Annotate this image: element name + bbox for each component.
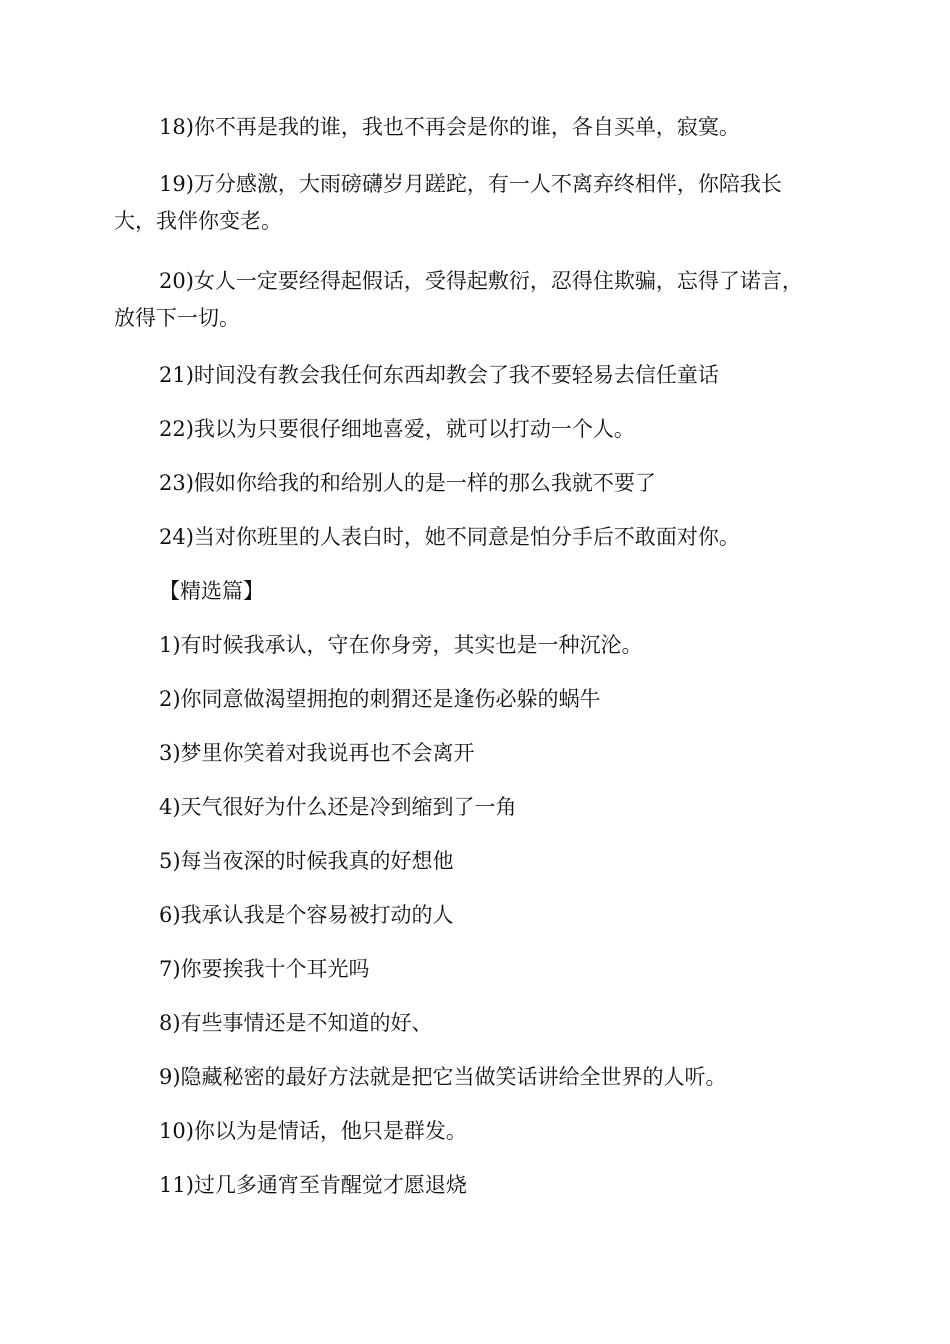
paragraph-18: 18)你不再是我的谁，我也不再会是你的谁，各自买单，寂寞。 <box>159 115 740 139</box>
paragraph-11: 11)过几多通宵至肯醒觉才愿退烧 <box>159 1173 467 1197</box>
paragraph-20: 20)女人一定要经得起假话，受得起敷衍，忍得住欺骗，忘得了诺言，放得下一切。 <box>114 269 803 330</box>
paragraph-3: 3)梦里你笑着对我说再也不会离开 <box>159 741 475 765</box>
paragraph-10: 10)你以为是情话，他只是群发。 <box>159 1119 467 1143</box>
paragraph-19: 19)万分感激，大雨磅礴岁月蹉跎，有一人不离弃终相伴，你陪我长大，我伴你变老。 <box>114 172 782 233</box>
paragraph-23: 23)假如你给我的和给别人的是一样的那么我就不要了 <box>159 471 656 495</box>
paragraph-4: 4)天气很好为什么还是冷到缩到了一角 <box>159 795 517 819</box>
document-body <box>114 112 814 1224</box>
paragraph-1: 1)有时候我承认，守在你身旁，其实也是一种沉沦。 <box>159 633 643 657</box>
paragraph-24: 24)当对你班里的人表白时，她不同意是怕分手后不敢面对你。 <box>159 525 740 549</box>
section-heading: 【精选篇】 <box>159 579 264 603</box>
paragraph-8: 8)有些事情还是不知道的好、 <box>159 1011 433 1035</box>
paragraph-5: 5)每当夜深的时候我真的好想他 <box>159 849 454 873</box>
paragraph-21: 21)时间没有教会我任何东西却教会了我不要轻易去信任童话 <box>159 363 719 387</box>
paragraph-6: 6)我承认我是个容易被打动的人 <box>159 903 454 927</box>
paragraph-7: 7)你要挨我十个耳光吗 <box>159 957 370 981</box>
paragraph-22: 22)我以为只要很仔细地喜爱，就可以打动一个人。 <box>159 417 635 441</box>
paragraph-9: 9)隐藏秘密的最好方法就是把它当做笑话讲给全世界的人听。 <box>159 1065 727 1089</box>
paragraph-2: 2)你同意做渴望拥抱的刺猬还是逢伤必躲的蜗牛 <box>159 687 601 711</box>
